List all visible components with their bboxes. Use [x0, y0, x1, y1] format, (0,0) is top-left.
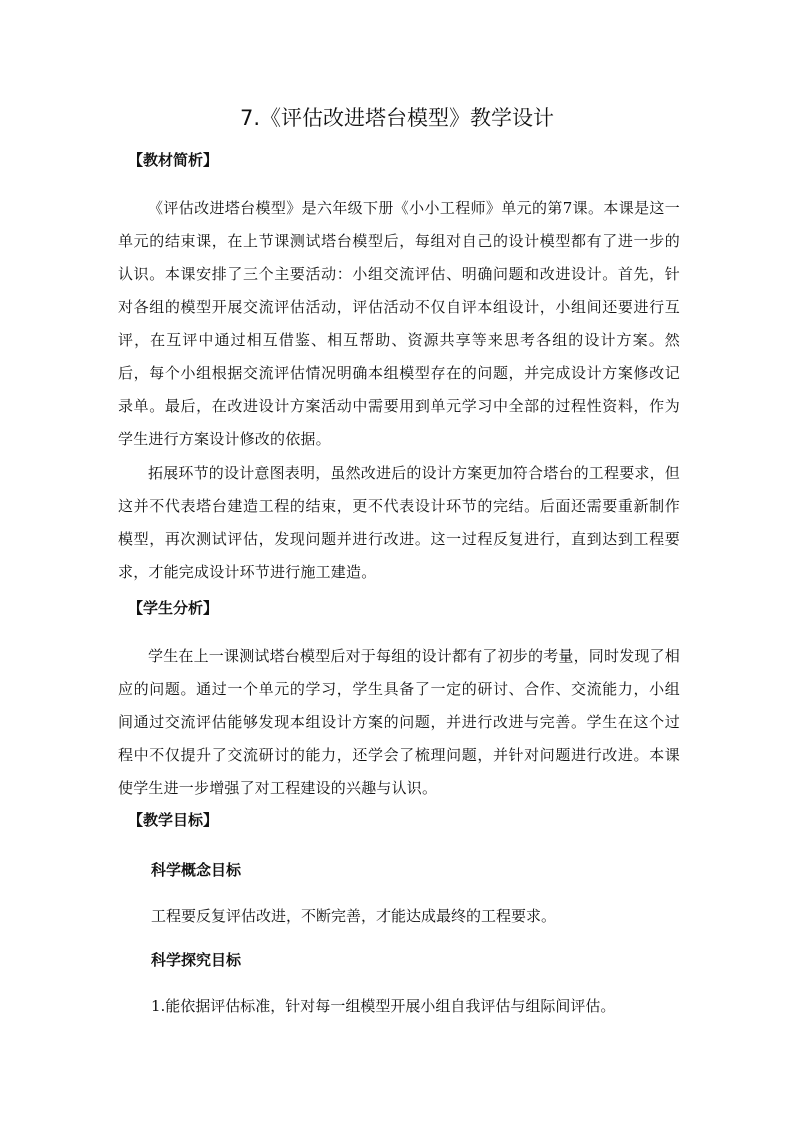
- document-title: 7.《评估改进塔台模型》教学设计: [239, 106, 555, 130]
- textbook-paragraph-2: 拓展环节的设计意图表明，虽然改进后的设计方案更加符合塔台的工程要求，但这并不代表塔台建造工程的结束，更不代表设计环节的完结。后面还需要重新制作模型，再次测试评估，发现问题并进行改进。这一过程反复进行，直到达到工程要求，才能完成设计环节进行施工建造。: [118, 464, 681, 581]
- section-heading-students: 【学生分析】: [128, 599, 219, 617]
- students-paragraph-1: 学生在上一课测试塔台模型后对于每组的设计都有了初步的考量，同时发现了相应的问题。通过一个单元的学习，学生具备了一定的研讨、合作、交流能力，小组间通过交流评估能够发现本组设计方案的问题，并进行改进与完善。学生在这个过程中不仅提升了交流研讨的能力，还学会了梳理问题，并针对问题进行改进。本课使学生进一步增强了对工程建设的兴趣与认识。: [118, 647, 681, 797]
- textbook-paragraph-1: 《评估改进塔台模型》是六年级下册《小小工程师》单元的第7课。本课是这一单元的结束课，在上节课测试塔台模型后，每组对自己的设计模型都有了进一步的认识。本课安排了三个主要活动：小组交流评估、明确问题和改进设计。首先，针对各组的模型开展交流评估活动，评估活动不仅自评本组设计，小组间还要进行互评，在互评中通过相互借鉴、相互帮助、资源共享等来思考各组的设计方案。然后，每个小组根据交流评估情况明确本组模型存在的问题，并完成设计方案修改记录单。最后，在改进设计方案活动中需要用到单元学习中全部的过程性资料，作为学生进行方案设计修改的依据。: [118, 199, 680, 448]
- inquiry-goal-item-1: 1.能依据评估标准，针对每一组模型开展小组自我评估与组际间评估。: [151, 997, 616, 1015]
- concept-goal-heading: 科学概念目标: [151, 861, 242, 879]
- concept-goal-text: 工程要反复评估改进，不断完善，才能达成最终的工程要求。: [151, 907, 557, 925]
- section-heading-goals: 【教学目标】: [128, 811, 219, 829]
- section-heading-textbook: 【教材简析】: [128, 151, 219, 169]
- inquiry-goal-heading: 科学探究目标: [151, 951, 242, 969]
